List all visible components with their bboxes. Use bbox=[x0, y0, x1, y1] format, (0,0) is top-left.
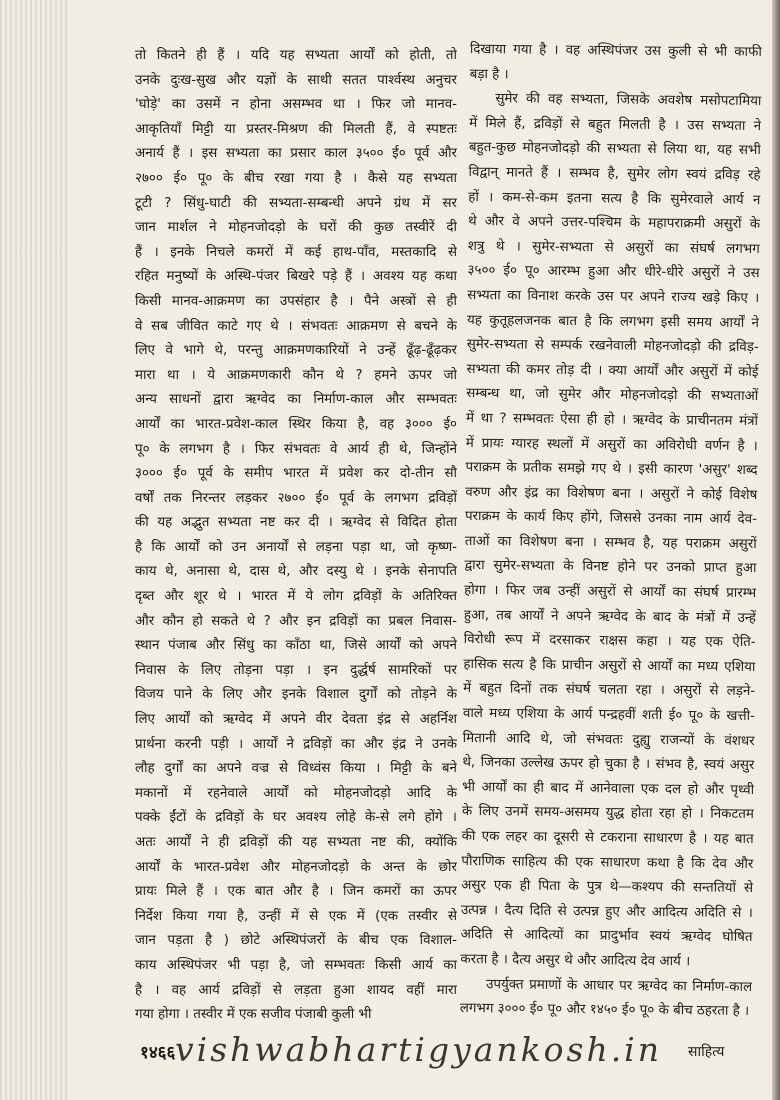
book-right-edge bbox=[772, 0, 780, 1100]
text-line: है । वह आर्य द्रविड़ों से लड़ता हुआ शायद वहीं मारा bbox=[135, 982, 457, 998]
text-line: पक्के ईंटों के द्रविड़ों के घर अवश्य लोहे के-से लगे होंगे । bbox=[135, 810, 457, 826]
text-line: हैं । इनके निचले कमरों में कई हाथ-पाँव, मस्तकादि से bbox=[135, 244, 457, 260]
text-line: मकानों में रहनेवाले आर्यों को मोहनजोदड़ो आदि के bbox=[135, 785, 457, 801]
text-line: पौराणिक साहित्य की एक साधारण कथा है कि देव और bbox=[461, 853, 754, 872]
text-line: लिए वे भागे थे, परन्तु आक्रमणकारियों ने उन्हें ढूँढ़-ढूँढ़कर bbox=[135, 343, 457, 359]
text-line: गया होगा । तस्वीर में एक सजीव पंजाबी कुली भी bbox=[135, 1007, 372, 1023]
text-line: अन्य साधनों द्वारा ऋग्वेद का निर्माण-काल और सम्भवतः bbox=[135, 392, 457, 408]
text-line: होगा । फिर जब उन्हीं असुरों से आर्यों का संघर्ष प्रारम्भ bbox=[464, 583, 757, 602]
text-line: वर्षों तक निरन्तर लड़कर २७०० ई० पूर्व के लगभग द्रविड़ों bbox=[135, 490, 457, 506]
text-line: वाले मध्य एशिया के आर्य पन्द्रहवीं शती ई० पू० के खत्ती- bbox=[462, 705, 755, 725]
text-line: पराक्रम के कार्य किए होंगे, जिससे उनका नाम आर्य देव- bbox=[464, 509, 758, 528]
text-line: उपर्युक्त प्रमाणों के आधार पर ऋग्वेद का निर्माण-काल bbox=[486, 976, 753, 995]
text-line: है कि आर्यों को उन अनार्यों से लड़ना पड़ा था, जो कृष्ण- bbox=[135, 539, 457, 555]
text-line: निवास के लिए तोड़ना पड़ा । इन दुर्द्धर्ष सामरिकों पर bbox=[135, 662, 457, 678]
text-line: जान पड़ता है ) छोटे अस्थिपंजरों के बीच एक विशाल- bbox=[135, 933, 457, 949]
text-line: किसी मानव-आक्रमण का उपसंहार है । पैने अस्त्रों से ही bbox=[135, 293, 457, 309]
text-line: काय थे, अनासा थे, दास थे, और दस्यु थे । इनके सेनापति bbox=[135, 564, 457, 580]
text-line: आर्यों का भारत-प्रवेश-काल स्थिर किया है, वह ३००० ई० bbox=[135, 416, 457, 432]
text-line: शत्रु थे । सुमेर-सभ्यता से असुरों का संघर्ष लगभग bbox=[467, 238, 760, 257]
text-line: की एक लहर का दूसरी से टकराना साधारण है । यह बात bbox=[461, 828, 754, 848]
text-line: असुर एक ही पिता के पुत्र थे—कश्यप की सन्ततियों से bbox=[461, 878, 754, 897]
text-line: स्थान पंजाब और सिंधु का काँठा था, जिसे आर्यों को अपने bbox=[135, 638, 457, 654]
text-line: उत्पन्न । दैत्य दिति से उत्पन्न हुए और आदित्य अदिति से । bbox=[460, 902, 753, 921]
book-page-edge bbox=[0, 0, 70, 1100]
text-line: में मिले हैं, द्रविड़ों से बहुत मिलती है । उस सभ्यता ने bbox=[469, 115, 762, 134]
text-line: ताओं का विशेषण बना । सम्भव है, यह पराक्रम असुरों bbox=[464, 533, 757, 552]
text-line: उनके दुःख-सुख और यज्ञों के साथी सतत पार्श्वस्थ अनुचर bbox=[135, 72, 457, 88]
text-line: द्वारा सुमेर-सभ्यता के विनष्ट होने पर उनको प्राप्त हुआ bbox=[464, 558, 757, 577]
text-line: विद्वान् मानते हैं । सम्भव है, सुमेर लोग स्वयं द्रविड़ रहे bbox=[468, 164, 761, 184]
text-line: विजय पाने के लिए और इनके विशाल दुर्गों को तोड़ने के bbox=[135, 687, 457, 703]
text-line: करता है । दैत्य असुर थे और आदित्य देव आर्य । bbox=[460, 951, 691, 970]
text-line: २७०० ई० पू० के बीच रखा गया है । कैसे यह सभ्यता bbox=[135, 170, 457, 186]
page-number: १४६६ bbox=[140, 1043, 176, 1063]
text-line: की यह अद्भुत सभ्यता नष्ट कर दी । ऋग्वेद से विदित होता bbox=[135, 515, 457, 531]
text-line: 'घोड़े' का उसमें न होना असम्भव था । फिर जो मानव- bbox=[135, 97, 457, 113]
text-line: निर्देश किया गया है, उन्हीं में से एक में (एक तस्वीर से bbox=[135, 908, 457, 924]
text-line: वरुण और इंद्र का विशेषण बना । असुरों ने कोई विशेष bbox=[465, 484, 758, 503]
text-line: में था ? सम्भवतः ऐसा ही हो । ऋग्वेद के प्राचीनतम मंत्रों bbox=[465, 410, 759, 429]
text-line: बड़ा है । bbox=[469, 66, 509, 82]
text-line: आर्यों के भारत-प्रवेश और मोहनजोदड़ो के अन्त के छोर bbox=[135, 859, 457, 875]
text-line: दिखाया गया है । वह अस्थिपंजर उस कुली से भी काफी bbox=[469, 41, 762, 61]
text-line: सम्बन्ध था, जो सुमेर और मोहनजोदड़ो की सभ्यताओं bbox=[466, 386, 759, 405]
text-line: मारा था । ये आक्रमणकारी कौन थे ? हमने ऊपर जो bbox=[135, 367, 457, 383]
text-line: सुमेर की वह सभ्यता, जिसके अवशेष मसोपटामिया bbox=[495, 91, 762, 110]
text-line: के लिए उनमें समय-असमय युद्ध होता रहा हो । निकटतम bbox=[461, 804, 754, 823]
text-line: हासिक सत्य है कि प्राचीन असुरों से आर्यों का मध्य एशिया bbox=[463, 656, 756, 675]
text-line: वे सब जीवित काटे गए थे । संभवतः आक्रमण से बचने के bbox=[135, 318, 457, 334]
text-line: सभ्यता की कमर तोड़ दी । क्या आर्यों और असुरों में कोई bbox=[466, 361, 759, 380]
text-line: पराक्रम के प्रतीक समझे गए थे । इसी कारण 'असुर' शब्द bbox=[465, 460, 758, 479]
text-line: विरोधी रूप में दरसाकर राक्षस कहा । यह एक ऐति- bbox=[463, 632, 756, 651]
text-line: रहित मनुष्यों के अस्थि-पंजर बिखरे पड़े हैं । अवश्य यह कथा bbox=[135, 269, 457, 285]
text-line: काय अस्थिपंजर भी पड़ा है, जो सम्भवतः किसी आर्य का bbox=[135, 957, 457, 973]
text-line: लगभग ३००० ई० पू० और १४५० ई० पू० के बीच ठहरता है । bbox=[459, 1001, 750, 1020]
text-line: प्रायः मिले हैं । एक बात और है । जिन कमरों का ऊपर bbox=[135, 884, 457, 900]
text-line: जान मार्शल ने मोहनजोदड़ो के घरों की कुछ तस्वीरें दी bbox=[135, 220, 457, 236]
text-line: प्रार्थना करनी पड़ी । आर्यों ने द्रविड़ों का और इंद्र ने उनके bbox=[135, 736, 457, 752]
text-line: आकृतियाँ मिट्टी या प्रस्तर-मिश्रण की मिलती हैं, वे स्पष्टतः bbox=[135, 121, 457, 137]
text-line: सभ्यता का विनाश करके उस पर अपने राज्य खड़े किए । bbox=[467, 287, 760, 306]
text-line: हुआ, तब आर्यों ने अपने ऋग्वेद के बाद के मंत्रों में उन्हें bbox=[463, 607, 757, 626]
text-line: पू० के लगभग है । फिर संभवतः वे आर्य ही थे, जिन्होंने bbox=[135, 441, 457, 457]
text-line: अदिति से आदित्यों का प्रादुर्भाव स्वयं ऋग्वेद घोषित bbox=[460, 927, 753, 946]
text-line: थे और वे अपने उत्तर-पश्चिम के महापराक्रमी असुरों के bbox=[467, 214, 761, 233]
text-line: लौह दुर्गों का अपने वज्र से विध्वंस किया । मिट्टी के बने bbox=[135, 761, 457, 777]
text-line: में बहुत दिनों तक संघर्ष चलता रहा । असुरों से लड़ने- bbox=[463, 681, 756, 700]
text-line: तो कितने ही हैं । यदि यह सभ्यता आर्यों को होती, तो bbox=[135, 48, 457, 63]
text-line: भी आर्यों का ही बाद में आनेवाला एक दल हो और पृथ्वी bbox=[462, 779, 755, 798]
left-text-column bbox=[135, 44, 457, 1028]
watermark: vishwabhartigyankosh.in bbox=[175, 1030, 662, 1069]
text-line: दृब्त और शूर थे । भारत में ये लोग द्रविड़ों के अतिरिक्त bbox=[135, 589, 457, 605]
text-line: मितानी आदि थे, जो संभवतः दुह्यु राजन्यों के वंशधर bbox=[462, 730, 755, 749]
text-line: अनार्य हैं । इस सभ्यता का प्रसार काल ३५०० ई० पूर्व और bbox=[135, 146, 457, 162]
text-line: और कौन हो सकते थे ? और इन द्रविड़ों का प्रबल निवास- bbox=[135, 613, 457, 629]
text-line: अतः आर्यों ने ही द्रविड़ों की यह सभ्यता नष्ट की, क्योंकि bbox=[135, 835, 457, 850]
text-line: यह कुतूहलजनक बात है कि लगभग इसी समय आर्यों ने bbox=[466, 312, 760, 331]
text-line: हों । कम-से-कम इतना सत्य है कि सुमेरवाले आर्य न bbox=[468, 189, 761, 208]
text-line: थे, जिनका उल्लेख ऊपर हो चुका है । संभव है, स्वयं असुर bbox=[462, 755, 755, 774]
text-line: में प्रायः ग्यारह स्थलों में असुरों का अविरोधी वर्णन है । bbox=[465, 435, 758, 454]
text-line: ३५०० ई० पू० आरम्भ हुआ और धीरे-धीरे असुरों ने उस bbox=[467, 263, 760, 282]
text-line: ३००० ई० पूर्व के समीप भारत में प्रवेश कर दो-तीन सौ bbox=[135, 466, 457, 482]
right-text-column bbox=[460, 38, 762, 1025]
magazine-name: साहित्य bbox=[688, 1044, 725, 1060]
text-line: लिए आर्यों को ऋग्वेद में अपने वीर देवता इंद्र से अहर्निश bbox=[135, 712, 457, 728]
text-line: टूटी ? सिंधु-घाटी की सभ्यता-सम्बन्धी अपने ग्रंथ में सर bbox=[135, 195, 457, 211]
text-line: बहुत-कुछ मोहनजोदड़ो की सभ्यता से लिया था, यह सभी bbox=[468, 140, 761, 159]
text-line: सुमेर-सभ्यता से सम्पर्क रखनेवाली मोहनजोदड़ो की द्रविड़- bbox=[466, 337, 759, 356]
